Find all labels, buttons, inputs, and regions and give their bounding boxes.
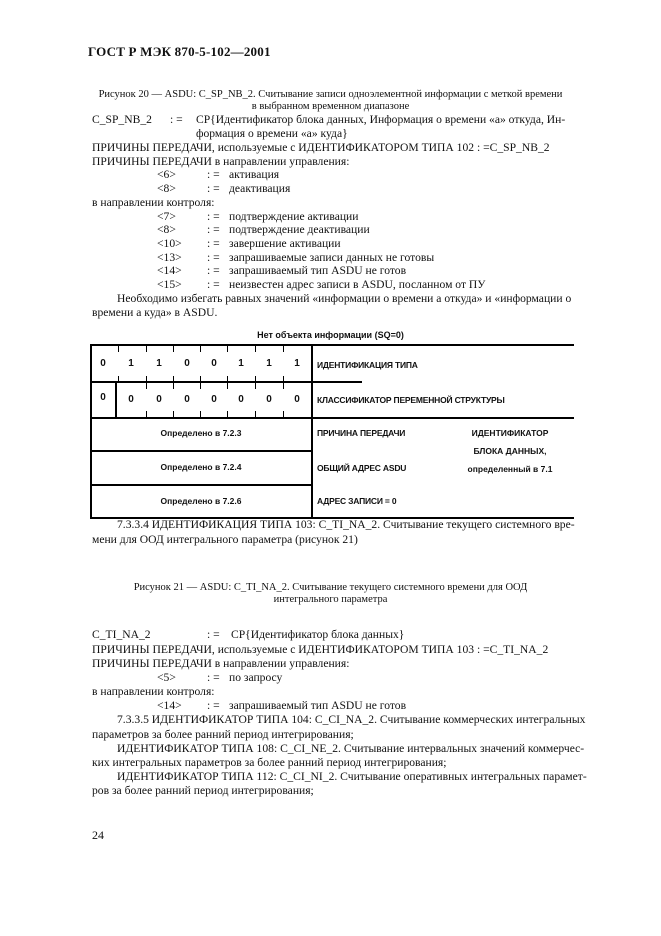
- type-id-bit-4: 0: [211, 358, 217, 369]
- type-id-bit-1: 1: [294, 358, 300, 369]
- figure-row-divider: [312, 381, 362, 383]
- data-unit-identifier-label-line3: определенный в 7.1: [467, 464, 553, 474]
- list-item-sep: : =: [207, 278, 220, 291]
- list-item-code: <7>: [157, 210, 176, 223]
- block2-code: C_TI_NA_2: [92, 628, 151, 641]
- data-unit-identifier-label-line2: БЛОКА ДАННЫХ,: [473, 446, 547, 456]
- section-7334-line2: мени для ООД интегрального параметра (рисунок 21): [92, 533, 358, 546]
- variable-structure-label: КЛАССИФИКАТОР ПЕРЕМЕННОЙ СТРУКТУРЫ: [317, 395, 505, 405]
- type-id-bit-5: 0: [184, 358, 190, 369]
- figure-row-divider: [90, 417, 574, 419]
- vsq-bit-6: 0: [156, 394, 162, 405]
- block2-definition: CP{Идентификатор блока данных}: [231, 628, 405, 641]
- list-item-text: запрашиваемые записи данных не готовы: [229, 251, 435, 264]
- cause-of-transmission-reference: Определено в 7.2.3: [160, 428, 242, 438]
- section-7334-line1: 7.3.3.4 ИДЕНТИФИКАЦИЯ ТИПА 103: C_TI_NA_2. Считывание текущего системного вре-: [117, 518, 575, 531]
- list-item-text: деактивация: [229, 182, 291, 195]
- page-number: 24: [92, 828, 104, 842]
- list-item-code: <13>: [157, 251, 182, 264]
- vsq-bit-5: 0: [184, 394, 190, 405]
- list-item-sep: : =: [207, 264, 220, 277]
- section-7335-p2-line1: ИДЕНТИФИКАТОР ТИПА 108: C_CI_NE_2. Считывание интервальных значений коммерчес-: [117, 742, 585, 755]
- list-item-sep: : =: [207, 699, 220, 712]
- block1-control-direction: ПРИЧИНЫ ПЕРЕДАЧИ в направлении управления:: [92, 155, 350, 168]
- figure-20-caption-line2: в выбранном временном диапазоне: [251, 101, 410, 112]
- figure-21-caption-line1: Рисунок 21 — ASDU: C_TI_NA_2. Считывание текущего системного времени для ООД: [133, 582, 528, 593]
- figure-row2-divider: [115, 383, 117, 417]
- list-item-text: подтверждение деактивации: [229, 223, 370, 236]
- list-item-text: подтверждение активации: [229, 210, 359, 223]
- type-id-bit-2: 1: [266, 358, 272, 369]
- list-item-sep: : =: [207, 210, 220, 223]
- list-item-text: неизвестен адрес записи в ASDU, посланном от ПУ: [229, 278, 486, 291]
- block2-control-direction: ПРИЧИНЫ ПЕРЕДАЧИ в направлении управления:: [92, 657, 350, 670]
- record-address-reference: Определено в 7.2.6: [160, 496, 242, 506]
- list-item-code: <5>: [157, 671, 176, 684]
- vsq-bit-1: 0: [294, 394, 300, 405]
- block1-note-line2: времени a куда» в ASDU.: [92, 306, 218, 319]
- list-item-sep: : =: [207, 223, 220, 236]
- section-7335-p3-line1: ИДЕНТИФИКАТОР ТИПА 112: C_CI_NI_2. Считывание оперативных интегральных парамет-: [117, 770, 587, 783]
- list-item-text: запрашиваемый тип ASDU не готов: [229, 699, 407, 712]
- figure-title: Нет объекта информации (SQ=0): [257, 330, 404, 340]
- list-item-code: <14>: [157, 264, 182, 277]
- record-address-label: АДРЕС ЗАПИСИ = 0: [317, 496, 397, 506]
- type-identification-label: ИДЕНТИФИКАЦИЯ ТИПА: [317, 360, 418, 370]
- list-item-text: активация: [229, 168, 280, 181]
- list-item-code: <8>: [157, 223, 176, 236]
- figure-21-caption-line2: интегрального параметра: [273, 594, 388, 605]
- figure-top-line: [90, 344, 574, 346]
- list-item-sep: : =: [207, 251, 220, 264]
- block2-reasons-line: ПРИЧИНЫ ПЕРЕДАЧИ, используемые с ИДЕНТИФИКАТОРОМ ТИПА 103 : =C_TI_NA_2: [92, 643, 549, 656]
- figure-row-divider: [90, 484, 312, 486]
- type-id-bit-3: 1: [238, 358, 244, 369]
- block1-definition-line1: CP{Идентификатор блока данных, Информация о времени «a» откуда, Ин-: [196, 113, 566, 126]
- figure-center-line: [311, 344, 313, 519]
- data-unit-identifier-label-line1: ИДЕНТИФИКАТОР: [471, 428, 549, 438]
- document-header: ГОСТ Р МЭК 870-5-102—2001: [88, 44, 271, 59]
- type-id-bit-7: 1: [128, 358, 134, 369]
- list-item-text: по запросу: [229, 671, 283, 684]
- common-address-label: ОБЩИЙ АДРЕС ASDU: [317, 463, 407, 473]
- list-item-sep: : =: [207, 671, 220, 684]
- block2-assign: : =: [207, 628, 220, 641]
- block2-monitor-direction: в направлении контроля:: [92, 685, 215, 698]
- list-item-text: завершение активации: [229, 237, 341, 250]
- list-item-sep: : =: [207, 168, 220, 181]
- cause-of-transmission-label: ПРИЧИНА ПЕРЕДАЧИ: [317, 428, 406, 438]
- section-7335-p2-line2: ких интегральных параметров за более ранний период интегрирования;: [92, 756, 447, 769]
- type-id-bit-8: 0: [100, 358, 106, 369]
- vsq-bit-4: 0: [211, 394, 217, 405]
- list-item-code: <8>: [157, 182, 176, 195]
- vsq-bit-8: 0: [100, 392, 106, 403]
- list-item-sep: : =: [207, 182, 220, 195]
- block1-assign: : =: [170, 113, 183, 126]
- section-7335-p1-line2: параметров за более ранний период интегрирования;: [92, 728, 354, 741]
- list-item-code: <14>: [157, 699, 182, 712]
- list-item-code: <15>: [157, 278, 182, 291]
- list-item-text: запрашиваемый тип ASDU не готов: [229, 264, 407, 277]
- vsq-bit-7: 0: [128, 394, 134, 405]
- type-id-bit-6: 1: [156, 358, 162, 369]
- list-item-sep: : =: [207, 237, 220, 250]
- block1-note-line1: Необходимо избегать равных значений «информации о времени a откуда» и «информации о: [117, 292, 572, 305]
- vsq-bit-3: 0: [238, 394, 244, 405]
- block1-definition-line2: формация о времени «a» куда}: [196, 127, 348, 140]
- block1-reasons-line: ПРИЧИНЫ ПЕРЕДАЧИ, используемые с ИДЕНТИФИКАТОРОМ ТИПА 102 : =C_SP_NB_2: [92, 141, 550, 154]
- figure-row-divider: [90, 450, 312, 452]
- common-address-reference: Определено в 7.2.4: [160, 462, 242, 472]
- block1-monitor-direction: в направлении контроля:: [92, 196, 215, 209]
- vsq-bit-2: 0: [266, 394, 272, 405]
- figure-20-caption-line1: Рисунок 20 — ASDU: C_SP_NB_2. Считывание записи одноэлементной информации с меткой времени: [98, 89, 563, 100]
- figure-row-divider: [90, 381, 312, 383]
- list-item-code: <6>: [157, 168, 176, 181]
- block1-code: C_SP_NB_2: [92, 113, 152, 126]
- list-item-code: <10>: [157, 237, 182, 250]
- section-7335-p1-line1: 7.3.3.5 ИДЕНТИФИКАТОР ТИПА 104: C_CI_NA_2. Считывание коммерческих интегральных: [117, 713, 586, 726]
- section-7335-p3-line2: ров за более ранний период интегрирования;: [92, 784, 314, 797]
